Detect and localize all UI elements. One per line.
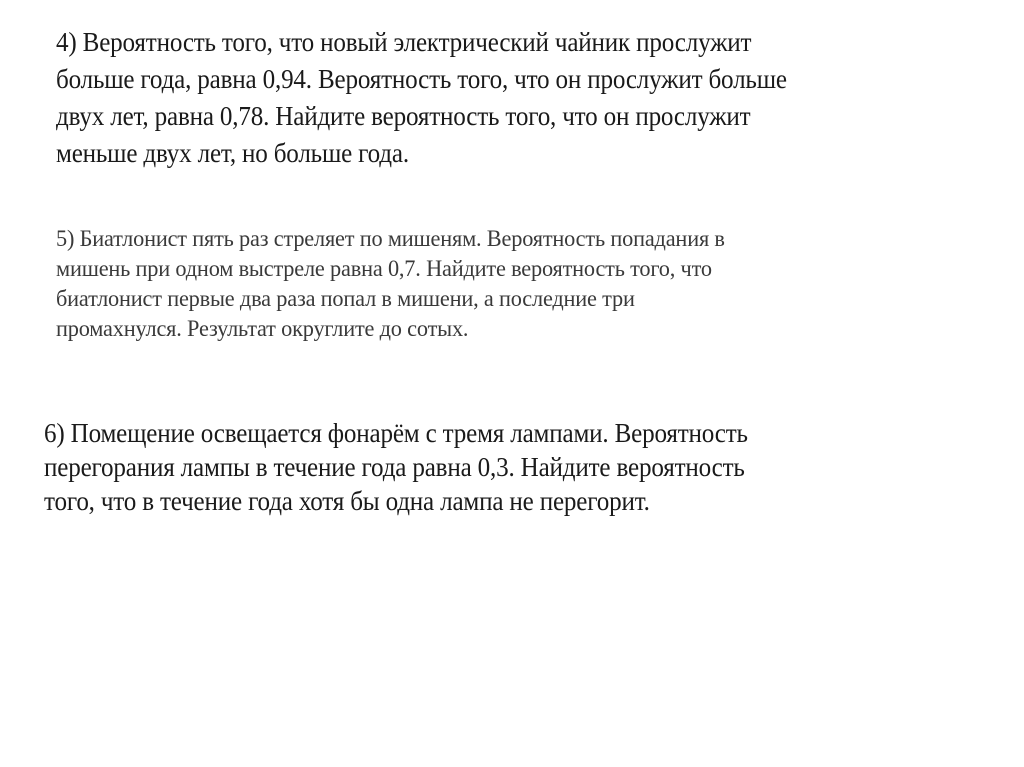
problem-6-text: 6) Помещение освещается фонарём с тремя лампами. Вероятность перегорания лампы в течение года равна 0,3. Найдите вероятность того, что в течение года хотя бы одна лампа не перегорит. <box>44 418 748 516</box>
problem-4-text: 4) Вероятность того, что новый электрический чайник прослужит больше года, равна 0,94. Вероятность того, что он прослужит больше двух лет, равна 0,78. Найдите вероятность того, что он прослужит меньше двух лет, но больше года. <box>56 27 787 168</box>
problem-5-text: 5) Биатлонист пять раз стреляет по мишеням. Вероятность попадания в мишень при одном выстреле равна 0,7. Найдите вероятность того, что биатлонист первые два раза попал в мишени, а последние три промахнулся. Результат округлите до сотых. <box>56 226 725 342</box>
